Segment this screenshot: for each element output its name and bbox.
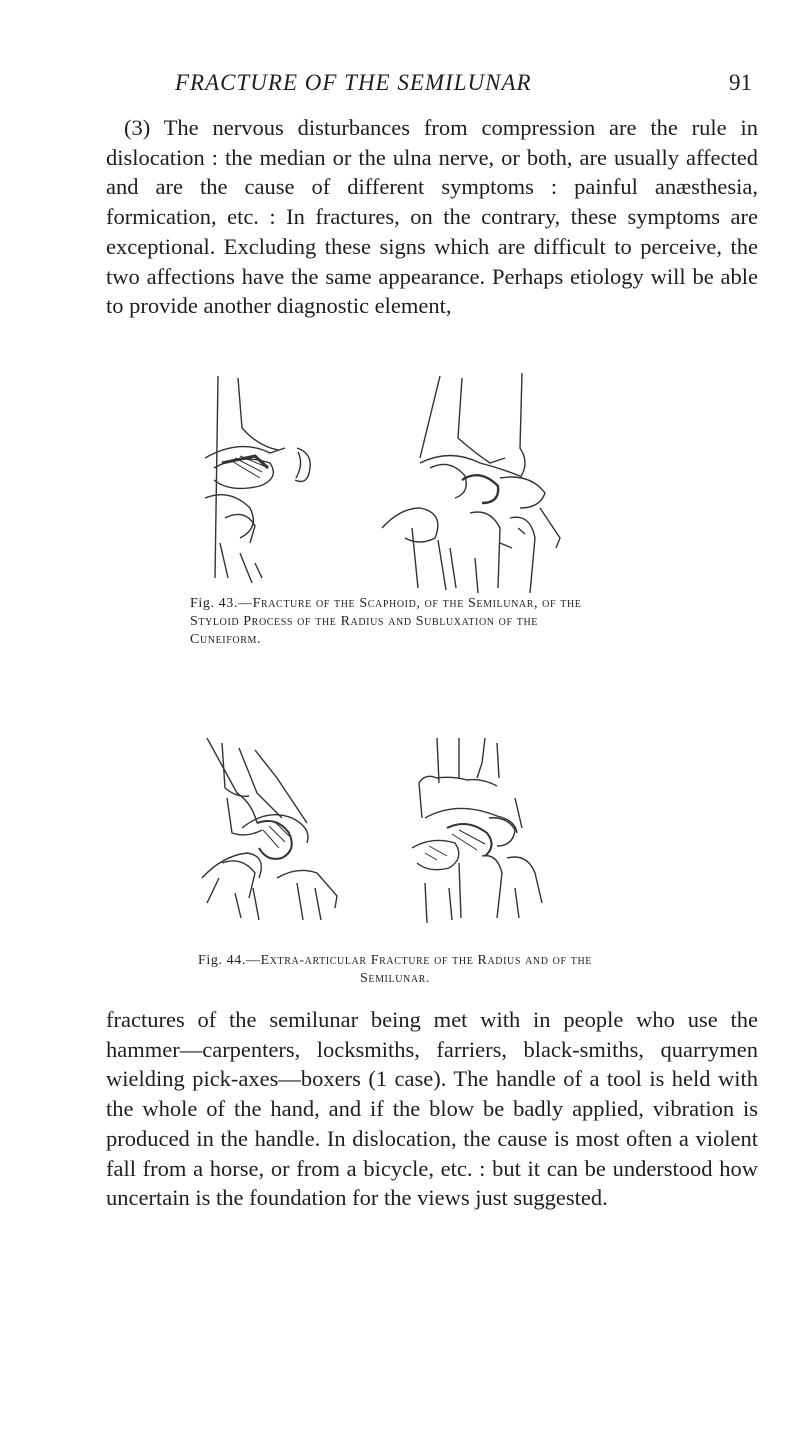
paragraph-top: (3) The nervous disturbances from compression are the rule in dislocation : the median or the ulna nerve, or both, are usually affected and are the cause of different symptoms : painful anæsthesia, formication, etc. : In fractures, on the contrary, these symptoms are exceptional. Excluding these signs which are difficult to perceive, the two affections have the same appearance. Perhaps etiology will be able to provide another diagnostic element, xyxy=(106,115,758,319)
figure-44-caption xyxy=(165,952,625,988)
figure-44-xray-drawing xyxy=(197,738,577,923)
figure-43-xray-drawing xyxy=(200,368,580,593)
figure-43-caption xyxy=(190,595,585,649)
figure-43-caption-text: —Fracture of the Scaphoid, of the Semilunar, of the Styloid Process of the Radius and Subluxation of the Cuneiform. xyxy=(190,596,582,647)
page-number: 91 xyxy=(729,70,752,95)
paragraph-bottom: fractures of the semilunar being met with in people who use the hammer—carpenters, locksmiths, farriers, black-smiths, quarrymen wielding pick-axes—boxers (1 case). The handle of a tool is held with the whole of the hand, and if the blow be badly applied, vibration is produced in the handle. In dislocation, the cause is most often a violent fall from a horse, or from a bicycle, etc. : but it can be understood how uncertain is the foundation for the views just suggested. xyxy=(106,1007,758,1211)
figure-43-label: Fig. 43. xyxy=(190,596,238,611)
figure-44-caption-text: —Extra-articular Fracture of the Radius and of the Semilunar. xyxy=(245,953,592,986)
running-title: FRACTURE OF THE SEMILUNAR xyxy=(175,70,532,95)
page-header xyxy=(0,70,800,106)
figure-44-label: Fig. 44. xyxy=(198,953,246,968)
